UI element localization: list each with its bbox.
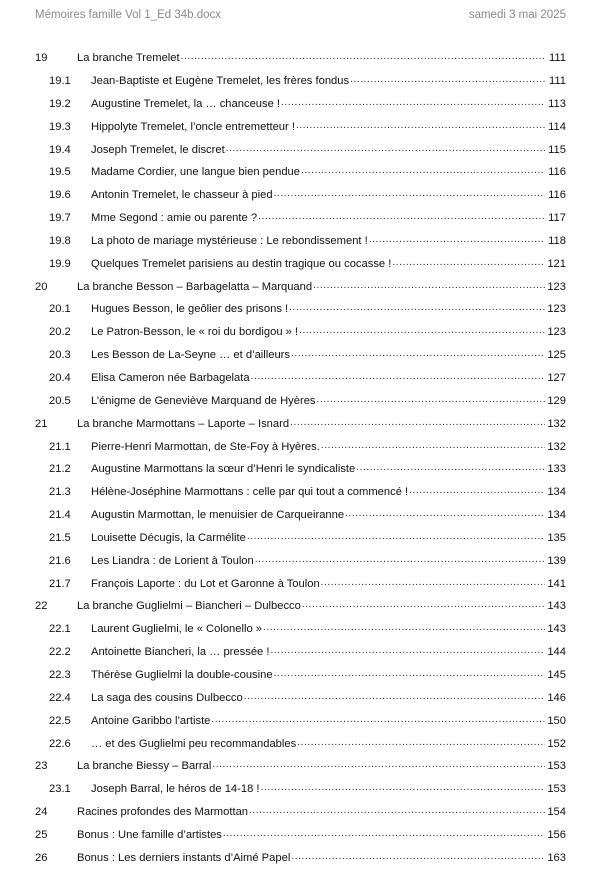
toc-entry-title: La branche Guglielmi – Biancheri – Dulbecco [77, 600, 301, 613]
toc-dot-leader [296, 119, 545, 130]
toc-entry-page: 144 [547, 646, 566, 659]
toc-entry-title: … et des Guglielmi peu recommandables [91, 737, 297, 750]
toc-entry-number: 20.5 [49, 394, 71, 407]
toc-entry-number: 22.5 [49, 714, 71, 727]
toc-entry-title: Joseph Barral, le héros de 14-18 ! [91, 783, 260, 796]
toc-entry-title: Racines profondes des Marmottan [77, 806, 249, 819]
toc-entry-page: 118 [548, 234, 566, 247]
toc-chapter-entry[interactable] [35, 827, 566, 850]
toc-entry-title: Jean-Baptiste et Eugène Tremelet, les frères fondus [91, 75, 350, 88]
toc-entry-number: 20.4 [49, 372, 71, 384]
toc-entry-title: Les Besson de La-Seyne … et d’ailleurs [91, 349, 291, 362]
toc-entry-page: 154 [547, 806, 566, 819]
toc-dot-leader [289, 301, 545, 312]
toc-entry-page: 163 [547, 851, 566, 864]
toc-section-entry[interactable] [35, 507, 566, 530]
toc-section-entry[interactable] [35, 781, 566, 804]
toc-entry-number: 22.4 [49, 691, 71, 704]
toc-dot-leader [274, 187, 545, 198]
toc-section-entry[interactable] [35, 735, 566, 758]
toc-entry-page: 152 [547, 737, 566, 750]
toc-dot-leader [251, 370, 545, 381]
toc-entry-number: 21.6 [49, 554, 71, 567]
page-header [35, 9, 566, 21]
toc-entry-page: 141 [547, 577, 566, 590]
toc-entry-title: Laurent Guglielmi, le « Colonello » [91, 623, 263, 636]
toc-entry-number: 21.5 [49, 531, 71, 544]
toc-entry-number: 22.6 [49, 737, 71, 750]
toc-dot-leader [261, 781, 545, 792]
toc-entry-page: 123 [547, 280, 566, 293]
toc-entry-page: 133 [547, 463, 566, 476]
toc-section-entry[interactable] [35, 667, 566, 690]
toc-entry-title: Hippolyte Tremelet, l’oncle entremetteur ! [91, 120, 295, 133]
toc-entry-number: 19.9 [49, 257, 71, 270]
toc-dot-leader [263, 621, 545, 632]
toc-section-entry[interactable] [35, 141, 566, 164]
toc-entry-page: 135 [547, 531, 566, 544]
toc-dot-leader [356, 461, 545, 472]
toc-entry-title: Hugues Besson, le geôlier des prisons ! [91, 303, 289, 316]
toc-entry-title: L’énigme de Geneviève Marquand de Hyères [91, 394, 316, 407]
toc-section-entry[interactable] [35, 553, 566, 576]
toc-entry-number: 19.2 [49, 97, 71, 110]
toc-chapter-entry[interactable] [35, 278, 566, 301]
toc-dot-leader [258, 210, 545, 221]
toc-dot-leader [270, 644, 545, 655]
toc-chapter-entry[interactable] [35, 758, 566, 781]
toc-entry-number: 21 [35, 417, 48, 430]
toc-entry-title: Pierre-Henri Marmottan, de Ste-Foy à Hyères. [91, 440, 320, 453]
toc-entry-number: 23 [35, 760, 48, 773]
toc-dot-leader [211, 712, 545, 723]
toc-entry-number: 22 [35, 600, 48, 613]
toc-section-entry[interactable] [35, 712, 566, 735]
toc-entry-page: 117 [548, 212, 566, 225]
toc-entry-page: 111 [548, 75, 566, 88]
toc-section-entry[interactable] [35, 187, 566, 210]
toc-chapter-entry[interactable] [35, 850, 566, 873]
toc-entry-page: 139 [547, 554, 566, 567]
toc-dot-leader [350, 73, 545, 84]
toc-entry-page: 127 [547, 372, 566, 384]
toc-entry-page: 145 [547, 668, 566, 681]
toc-section-entry[interactable] [35, 96, 566, 119]
toc-dot-leader [291, 850, 545, 861]
toc-entry-number: 19.7 [49, 212, 71, 225]
toc-dot-leader [244, 690, 545, 701]
toc-entry-page: 153 [547, 783, 566, 796]
toc-entry-title: François Laporte : du Lot et Garonne à Toulon [91, 577, 320, 590]
toc-entry-title: La branche Besson – Barbagelatta – Marquand [77, 280, 313, 293]
toc-entry-page: 116 [548, 166, 566, 179]
toc-entry-page: 121 [547, 257, 566, 270]
toc-entry-page: 156 [547, 828, 566, 841]
toc-entry-title: Joseph Tremelet, le discret [91, 143, 225, 156]
toc-entry-page: 132 [547, 440, 566, 453]
toc-dot-leader [297, 735, 545, 746]
toc-entry-title: Les Liandra : de Lorient à Toulon [91, 554, 254, 567]
toc-entry-number: 21.4 [49, 509, 71, 522]
toc-entry-number: 20.3 [49, 349, 71, 362]
toc-entry-number: 26 [35, 851, 48, 864]
toc-entry-page: 143 [547, 600, 566, 613]
toc-dot-leader [302, 598, 545, 609]
toc-section-entry[interactable] [35, 575, 566, 598]
toc-dot-leader [291, 347, 545, 358]
toc-entry-title: Augustine Tremelet, la … chanceuse ! [91, 97, 281, 110]
toc-entry-page: 111 [548, 52, 566, 65]
toc-section-entry[interactable] [35, 119, 566, 142]
toc-dot-leader [247, 530, 545, 541]
toc-entry-title: Louisette Décugis, la Carmélite [91, 531, 246, 544]
toc-section-entry[interactable] [35, 438, 566, 461]
toc-entry-page: 143 [547, 623, 566, 636]
toc-entry-title: Thérèse Guglielmi la double-cousine [91, 668, 273, 681]
toc-chapter-entry[interactable] [35, 804, 566, 827]
toc-entry-title: Antoine Garibbo l’artiste [91, 714, 211, 727]
toc-entry-title: La branche Tremelet [77, 52, 180, 65]
toc-entry-page: 123 [547, 326, 566, 339]
toc-entry-page: 129 [547, 394, 566, 407]
toc-entry-number: 19.8 [49, 234, 71, 247]
toc-entry-title: Augustine Marmottans la sœur d’Henri le syndicaliste [91, 463, 356, 476]
toc-entry-title: La saga des cousins Dulbecco [91, 691, 243, 704]
toc-entry-title: La photo de mariage mystérieuse : Le rebondissement ! [91, 234, 368, 247]
toc-entry-page: 125 [547, 349, 566, 362]
toc-entry-page: 115 [548, 143, 566, 156]
toc-entry-number: 21.1 [49, 440, 71, 453]
toc-dot-leader [223, 827, 545, 838]
toc-entry-number: 19.6 [49, 189, 71, 202]
toc-entry-number: 19.1 [49, 75, 71, 88]
toc-entry-page: 113 [548, 97, 566, 110]
toc-entry-page: 132 [547, 417, 566, 430]
toc-entry-number: 19.3 [49, 120, 71, 133]
toc-entry-title: Mme Segond : amie ou parente ? [91, 212, 258, 225]
toc-section-entry[interactable] [35, 484, 566, 507]
toc-entry-number: 21.7 [49, 577, 71, 590]
toc-entry-number: 24 [35, 806, 48, 819]
toc-section-entry[interactable] [35, 370, 566, 393]
toc-entry-page: 123 [547, 303, 566, 316]
toc-entry-number: 21.3 [49, 486, 71, 499]
toc-section-entry[interactable] [35, 301, 566, 324]
toc-entry-title: Augustin Marmottan, le menuisier de Carqueiranne [91, 509, 345, 522]
toc-dot-leader [409, 484, 545, 495]
toc-entry-number: 19.5 [49, 166, 71, 179]
toc-entry-title: Antonin Tremelet, le chasseur à pied [91, 189, 273, 202]
toc-section-entry[interactable] [35, 233, 566, 256]
toc-entry-title: Le Patron-Besson, le « roi du bordigou » ! [91, 326, 299, 339]
toc-dot-leader [212, 758, 545, 769]
toc-chapter-entry[interactable] [35, 416, 566, 439]
toc-dot-leader [281, 96, 545, 107]
toc-dot-leader [392, 256, 545, 267]
toc-dot-leader [345, 507, 545, 518]
toc-entry-number: 21.2 [49, 463, 71, 476]
toc-entry-title: Hélène-Joséphine Marmottans : celle par qui tout a commencé ! [91, 486, 409, 499]
toc-dot-leader [321, 438, 545, 449]
toc-entry-title: La branche Biessy – Barral [77, 760, 212, 773]
toc-dot-leader [290, 416, 545, 427]
toc-section-entry[interactable] [35, 164, 566, 187]
toc-section-entry[interactable] [35, 210, 566, 233]
toc-entry-number: 22.2 [49, 646, 71, 659]
toc-section-entry[interactable] [35, 621, 566, 644]
table-of-contents [35, 50, 566, 872]
toc-entry-page: 134 [547, 509, 566, 522]
toc-section-entry[interactable] [35, 461, 566, 484]
toc-entry-title: Antoinette Biancheri, la … pressée ! [91, 646, 270, 659]
toc-section-entry[interactable] [35, 256, 566, 279]
toc-entry-page: 150 [547, 714, 566, 727]
toc-dot-leader [301, 164, 545, 175]
toc-entry-title: Madame Cordier, une langue bien pendue [91, 166, 300, 179]
toc-entry-number: 22.3 [49, 668, 71, 681]
toc-section-entry[interactable] [35, 644, 566, 667]
toc-section-entry[interactable] [35, 690, 566, 713]
toc-entry-page: 116 [548, 189, 566, 202]
toc-entry-number: 25 [35, 828, 48, 841]
toc-dot-leader [299, 324, 545, 335]
toc-dot-leader [369, 233, 545, 244]
toc-entry-title: Elisa Cameron née Barbagelata [91, 372, 250, 384]
toc-dot-leader [313, 278, 545, 289]
document-filename: Mémoires famille Vol 1_Ed 34b.docx [35, 9, 222, 21]
toc-entry-title: Bonus : Une famille d’artistes [77, 828, 222, 841]
toc-entry-number: 22.1 [49, 623, 71, 636]
toc-dot-leader [249, 804, 545, 815]
toc-entry-title: La branche Marmottans – Laporte – Isnard [77, 417, 290, 430]
toc-section-entry[interactable] [35, 530, 566, 553]
toc-dot-leader [181, 50, 545, 61]
toc-entry-title: Quelques Tremelet parisiens au destin tragique ou cocasse ! [91, 257, 392, 270]
document-date: samedi 3 mai 2025 [468, 9, 566, 21]
toc-section-entry[interactable] [35, 393, 566, 416]
toc-entry-number: 19.4 [49, 143, 71, 156]
toc-entry-page: 134 [547, 486, 566, 499]
toc-entry-title: Bonus : Les derniers instants d’Aimé Papel [77, 851, 291, 864]
toc-entry-page: 153 [547, 760, 566, 773]
toc-entry-page: 146 [547, 691, 566, 704]
toc-entry-number: 23.1 [49, 783, 71, 796]
toc-chapter-entry[interactable] [35, 598, 566, 621]
toc-entry-number: 19 [35, 52, 48, 65]
toc-entry-number: 20 [35, 280, 48, 293]
toc-dot-leader [321, 575, 545, 586]
toc-dot-leader [255, 553, 545, 564]
toc-dot-leader [274, 667, 545, 678]
toc-section-entry[interactable] [35, 73, 566, 96]
toc-entry-number: 20.1 [49, 303, 71, 316]
toc-entry-page: 114 [548, 120, 566, 133]
toc-dot-leader [317, 393, 545, 404]
toc-dot-leader [226, 141, 545, 152]
toc-chapter-entry[interactable] [35, 50, 566, 73]
toc-section-entry[interactable] [35, 347, 566, 370]
toc-section-entry[interactable] [35, 324, 566, 347]
toc-entry-number: 20.2 [49, 326, 71, 339]
